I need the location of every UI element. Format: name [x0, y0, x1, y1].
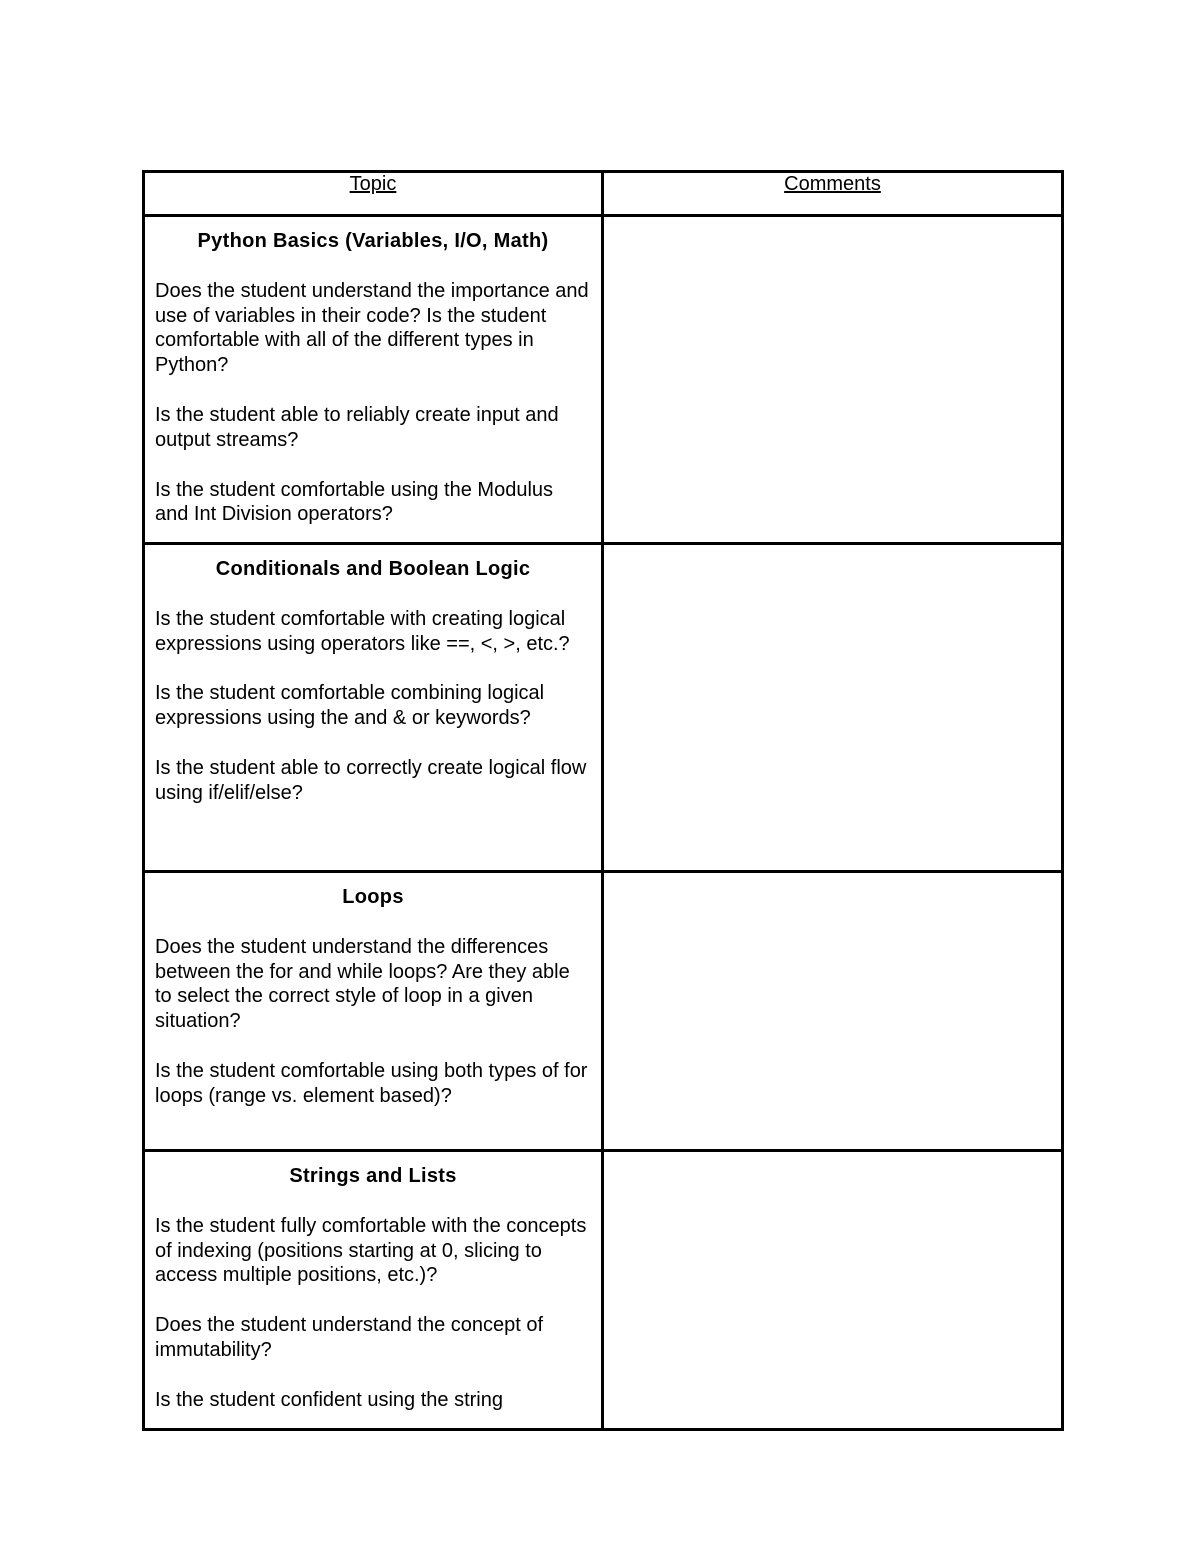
rubric-table	[142, 170, 1064, 1431]
topic-title: Strings and Lists	[289, 1165, 457, 1187]
topic-cell	[144, 544, 603, 872]
table-row	[144, 544, 1063, 872]
table-row	[144, 1151, 1063, 1430]
topic-question: Is the student comfortable using the Modulus and Int Division operators?	[155, 478, 554, 526]
topic-cell	[144, 216, 603, 544]
topic-question: Does the student understand the concept of immutability?	[155, 1314, 544, 1361]
table-header-row	[144, 172, 1063, 216]
topic-title: Python Basics (Variables, I/O, Math)	[197, 230, 549, 252]
topic-question: Is the student comfortable combining logical expressions using the and & or keywords?	[155, 682, 545, 730]
topic-cell	[144, 1151, 603, 1430]
topic-question: Is the student able to correctly create logical flow using if/elif/else?	[155, 756, 587, 804]
table-row	[144, 872, 1063, 1151]
topic-question: Is the student comfortable using both types of for loops (range vs. element based)?	[155, 1059, 588, 1107]
topic-question: Is the student confident using the string	[155, 1388, 503, 1411]
topic-header-label: Topic	[349, 173, 397, 195]
comment-cell[interactable]	[603, 544, 1063, 872]
comment-cell[interactable]	[603, 1151, 1063, 1430]
topic-cell	[144, 872, 603, 1151]
topic-title: Conditionals and Boolean Logic	[215, 558, 531, 580]
topic-column-header	[144, 172, 603, 216]
topic-question: Is the student able to reliably create input and output streams?	[155, 403, 559, 451]
topic-question: Is the student comfortable with creating logical expressions using operators like ==, <, >, etc.?	[155, 607, 570, 655]
comment-cell[interactable]	[603, 872, 1063, 1151]
comments-header-label: Comments	[784, 173, 881, 195]
comments-column-header	[603, 172, 1063, 216]
topic-title: Loops	[342, 886, 404, 908]
comment-cell[interactable]	[603, 216, 1063, 544]
table-row	[144, 216, 1063, 544]
topic-question: Does the student understand the differences between the for and while loops? Are they able to select the correct style of loop in a given situation?	[155, 935, 570, 1033]
topic-question: Does the student understand the importance and use of variables in their code? Is the student comfortable with all of the different types in Python?	[155, 279, 589, 377]
topic-question: Is the student fully comfortable with the concepts of indexing (positions starting at 0, slicing to access multiple positions, etc.)?	[155, 1214, 587, 1287]
